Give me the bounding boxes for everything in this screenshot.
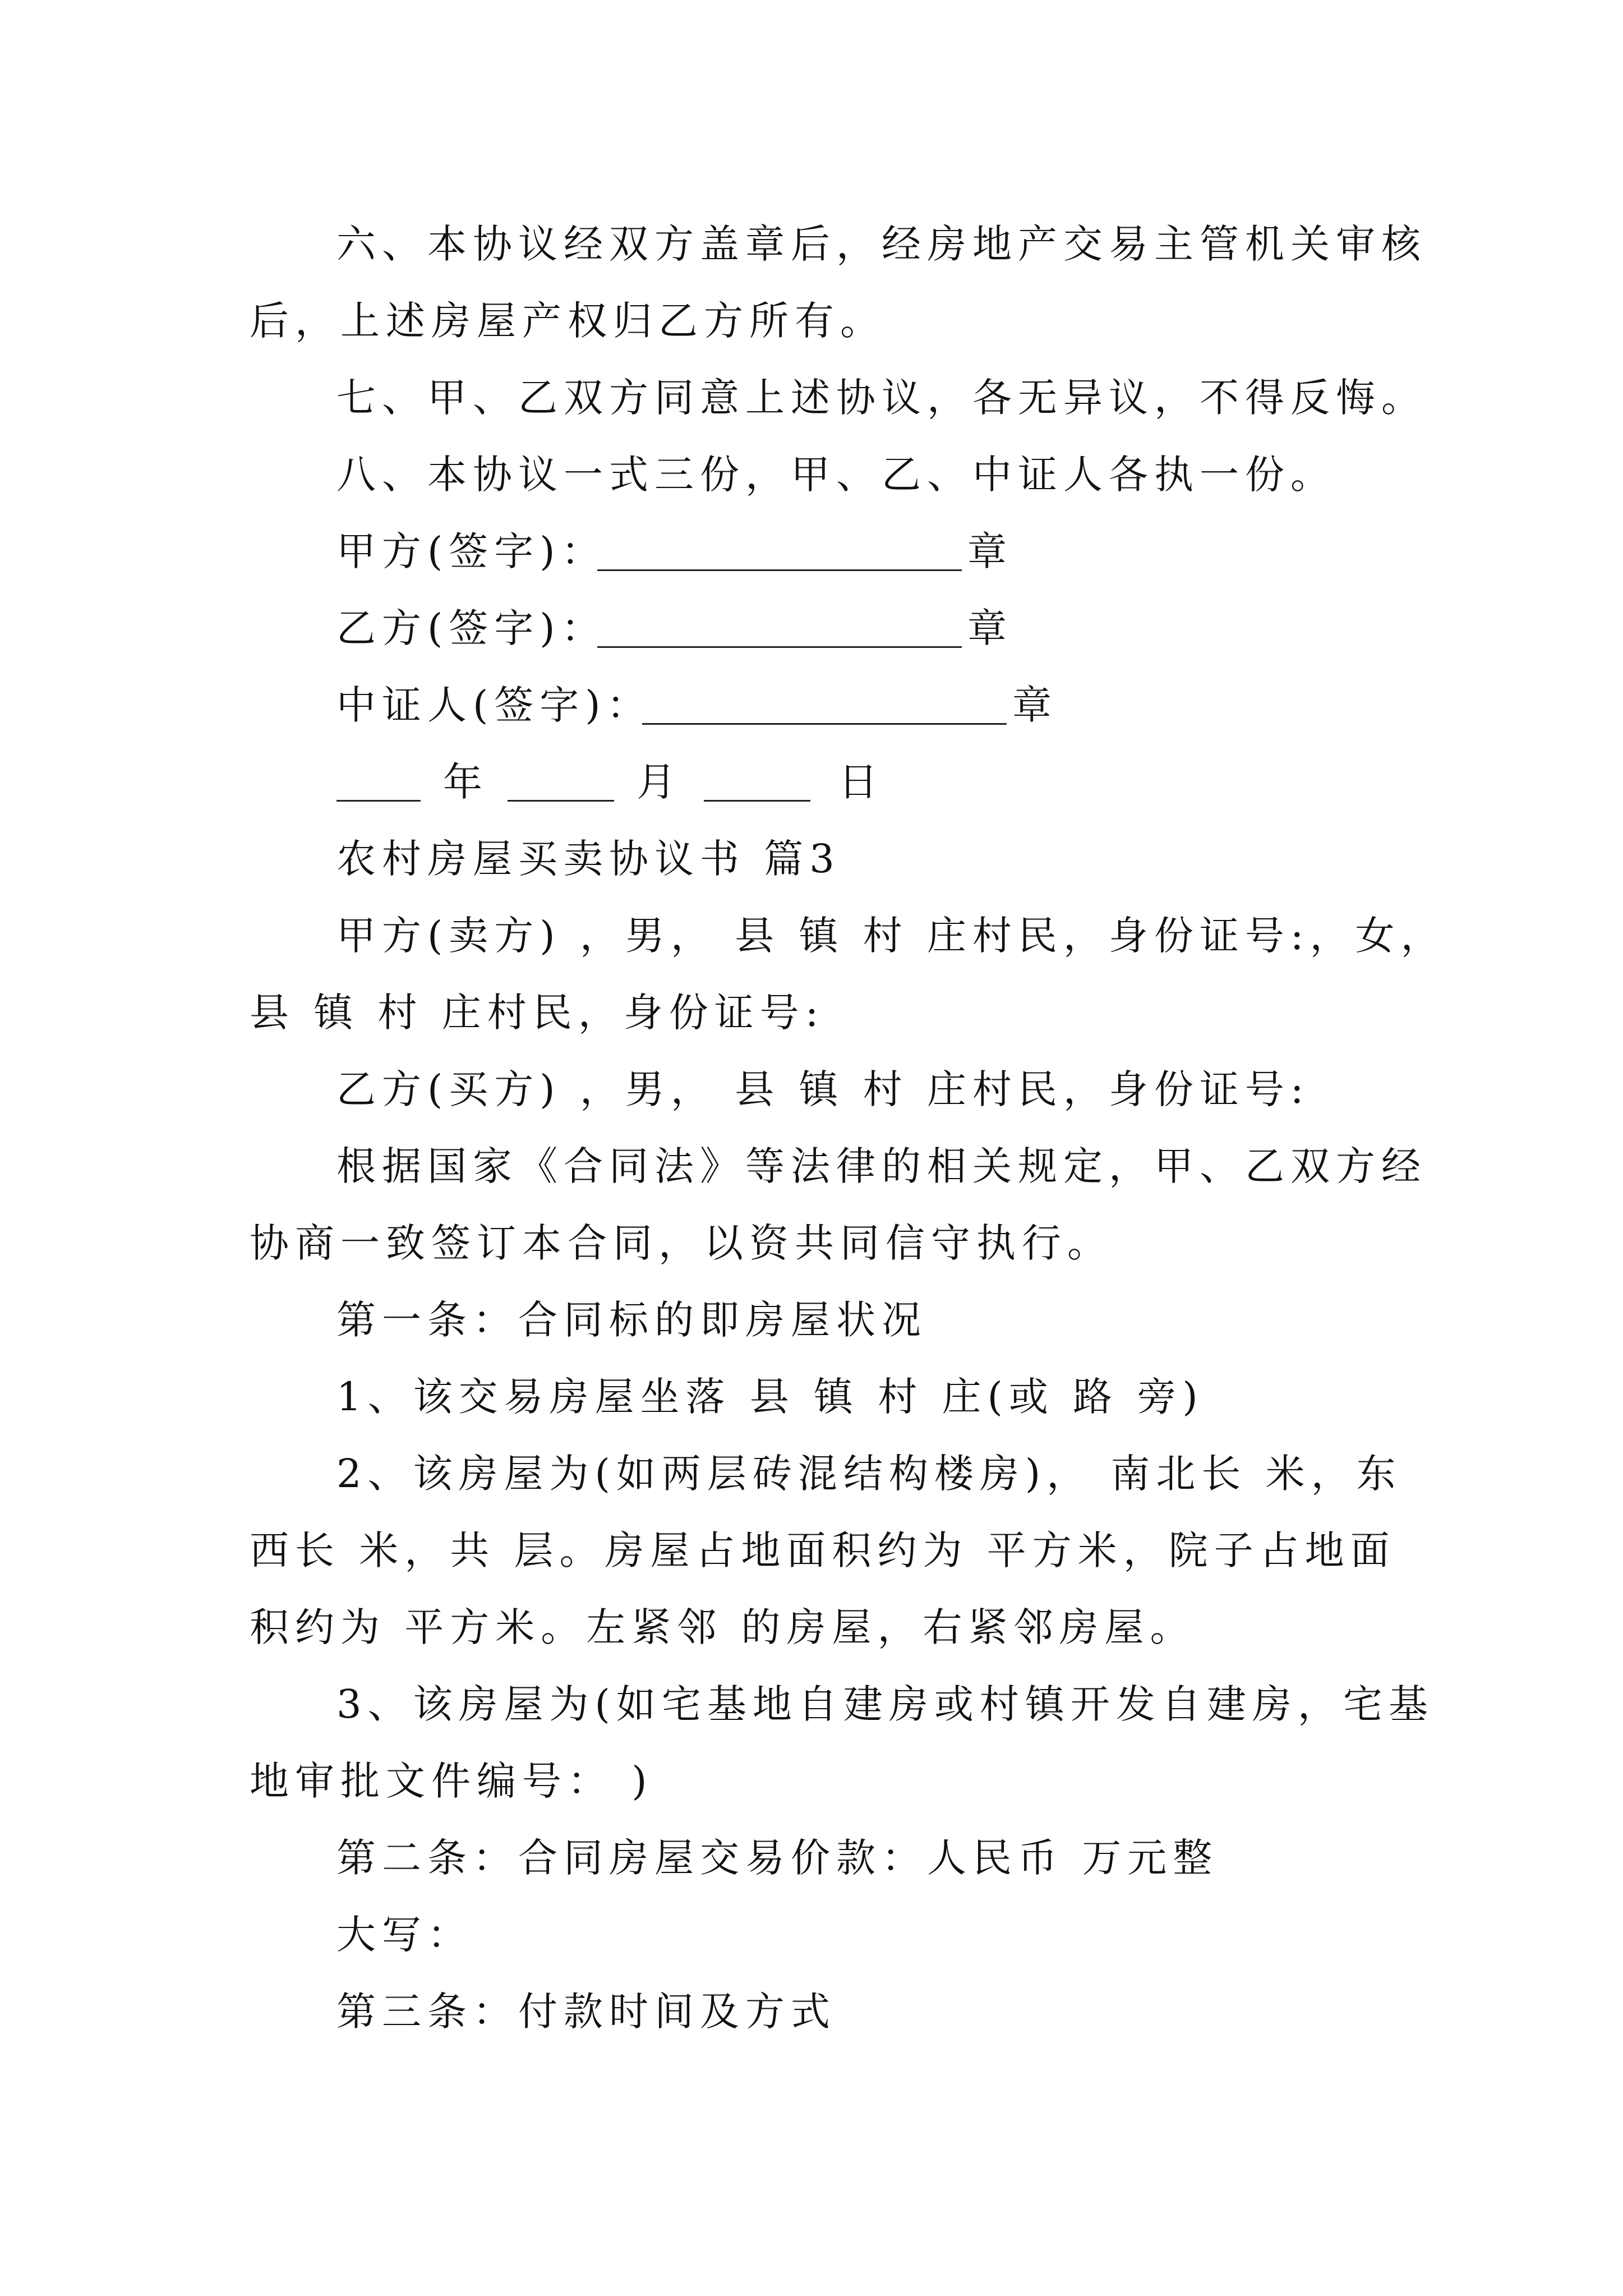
section-title: 农村房屋买卖协议书 篇3 bbox=[336, 836, 841, 882]
clause-seven: 七、甲、乙双方同意上述协议，各无异议，不得反悔。 bbox=[336, 375, 1427, 421]
article-one-item-3-line-2: 地审批文件编号： ) bbox=[250, 1758, 653, 1804]
party-a-seal: 章 bbox=[967, 528, 1013, 574]
article-one-item-3-line-1: 3、该房屋为(如宅基地自建房或村镇开发自建房，宅基 bbox=[336, 1681, 1434, 1727]
article-one-item-2-line-3: 积约为 平方米。左紧邻 的房屋，右紧邻房屋。 bbox=[250, 1604, 1196, 1650]
clause-six-line-2: 后，上述房屋产权归乙方所有。 bbox=[250, 298, 886, 344]
preamble-line-1: 根据国家《合同法》等法律的相关规定，甲、乙双方经 bbox=[336, 1143, 1427, 1189]
article-one-heading: 第一条：合同标的即房屋状况 bbox=[336, 1297, 927, 1343]
article-three-heading: 第三条：付款时间及方式 bbox=[336, 1989, 836, 2035]
clause-eight: 八、本协议一式三份，甲、乙、中证人各执一份。 bbox=[336, 452, 1336, 498]
article-one-item-2-line-1: 2、该房屋为(如两层砖混结构楼房)， 南北长 米，东 bbox=[336, 1451, 1402, 1497]
date-day-blank bbox=[704, 800, 810, 802]
party-a-signature-label: 甲方(签字)： bbox=[336, 528, 607, 574]
date-month-label: 月 bbox=[637, 759, 682, 805]
party-b-signature-label: 乙方(签字)： bbox=[336, 605, 607, 651]
article-one-item-2-line-2: 西长 米，共 层。房屋占地面积约为 平方米，院子占地面 bbox=[250, 1527, 1396, 1573]
party-b-signature-blank bbox=[597, 646, 962, 648]
date-month-blank bbox=[508, 800, 614, 802]
article-two-uppercase: 大写： bbox=[336, 1912, 473, 1958]
party-a-signature-blank bbox=[597, 569, 962, 571]
preamble-line-2: 协商一致签订本合同，以资共同信守执行。 bbox=[250, 1220, 1113, 1266]
seller-line-1: 甲方(卖方) ，男， 县 镇 村 庄村民，身份证号:，女， bbox=[336, 913, 1446, 959]
date-day-label: 日 bbox=[838, 759, 884, 805]
witness-seal: 章 bbox=[1012, 682, 1058, 728]
buyer-line: 乙方(买方) ，男， 县 镇 村 庄村民，身份证号: bbox=[336, 1066, 1310, 1112]
witness-signature-label: 中证人(签字)： bbox=[336, 682, 652, 728]
date-year-blank bbox=[336, 800, 421, 802]
party-b-seal: 章 bbox=[967, 605, 1013, 651]
date-year-label: 年 bbox=[443, 759, 488, 805]
clause-six-line-1: 六、本协议经双方盖章后，经房地产交易主管机关审核 bbox=[336, 221, 1427, 267]
article-two-price: 第二条：合同房屋交易价款：人民币 万元整 bbox=[336, 1835, 1219, 1881]
article-one-item-1: 1、该交易房屋坐落 县 镇 村 庄(或 路 旁) bbox=[336, 1374, 1204, 1420]
witness-signature-blank bbox=[642, 723, 1007, 725]
seller-line-2: 县 镇 村 庄村民，身份证号: bbox=[250, 990, 825, 1036]
